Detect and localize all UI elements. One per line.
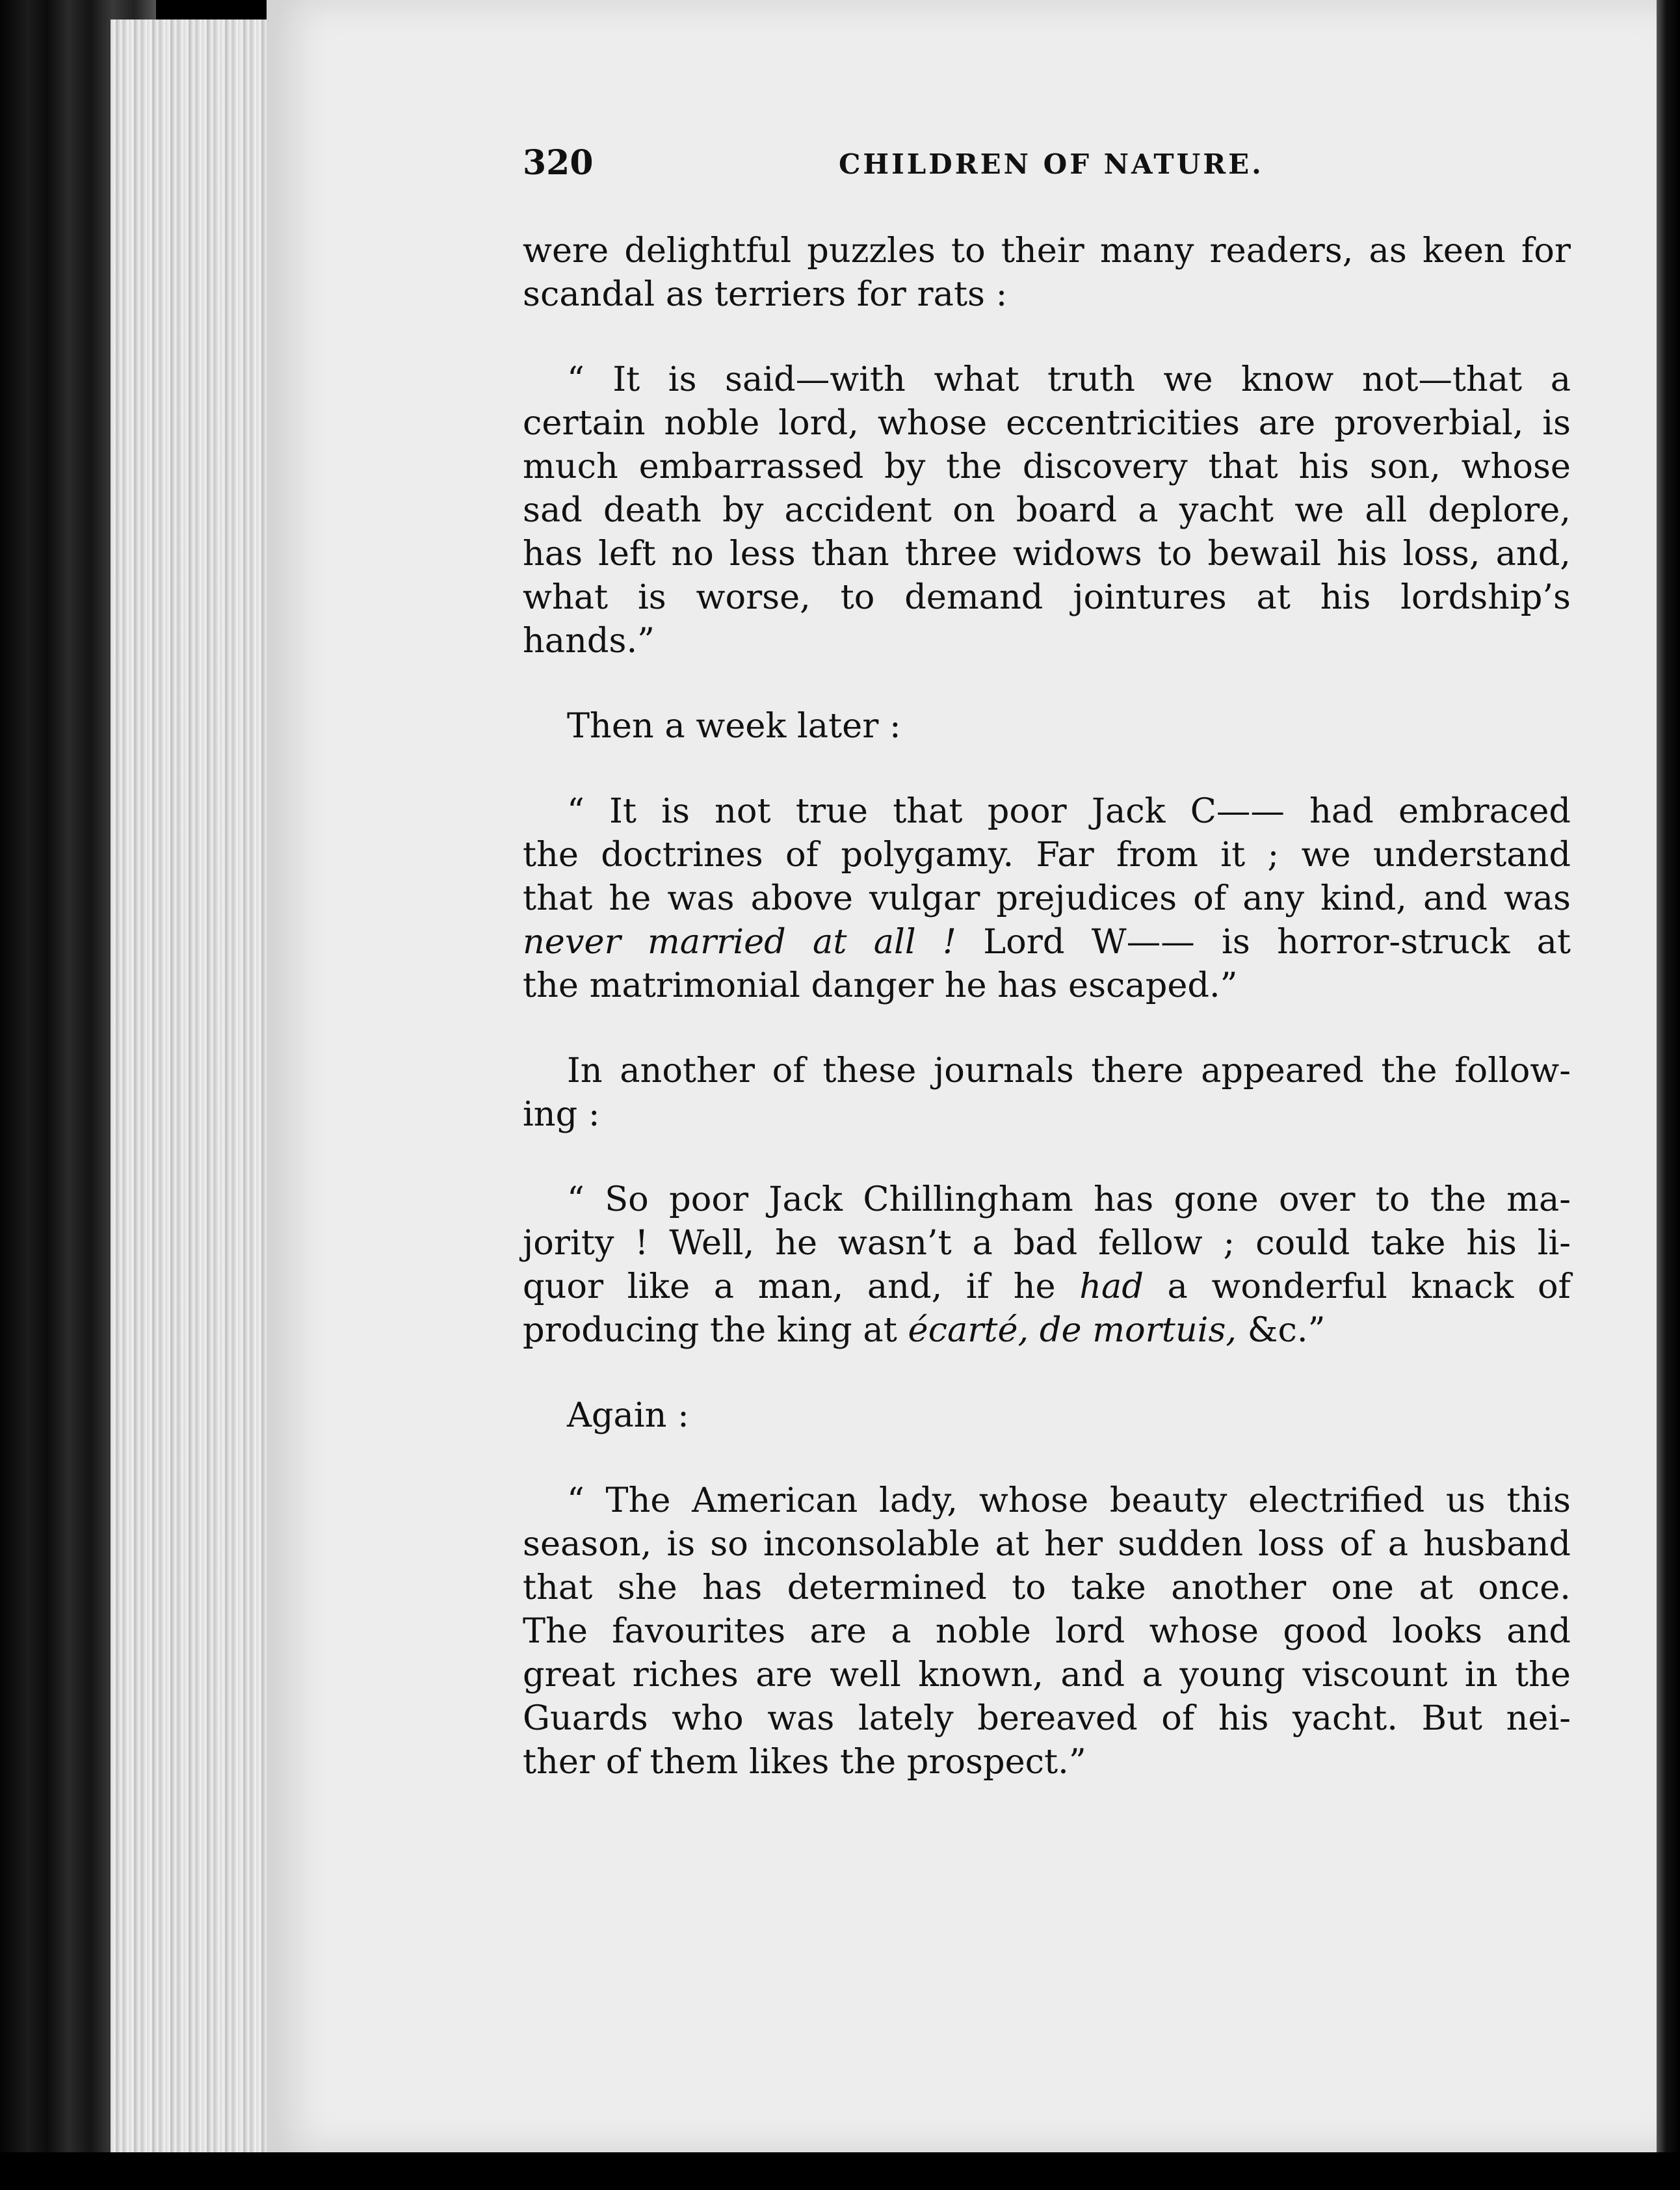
- text-line: great riches are well known, and a young viscount in the: [523, 1655, 1571, 1695]
- italic-text: écarté, de mortuis,: [908, 1310, 1237, 1350]
- text-line: has left no less than three widows to bewail his loss, and,: [523, 534, 1571, 574]
- text-span: quor like a man, and, if he: [523, 1267, 1080, 1306]
- text-span: a wonderful knack of: [1143, 1267, 1571, 1306]
- text-line: “ The American lady, whose beauty electrified us this: [567, 1481, 1571, 1520]
- text-line: In another of these journals there appeared the follow-: [567, 1051, 1571, 1090]
- text-line: [523, 920, 1571, 964]
- paragraph-another: [523, 1049, 1571, 1136]
- text-line: The favourites are a noble lord whose good looks and: [523, 1611, 1571, 1651]
- text-line: “ It is not true that poor Jack C—— had embraced: [567, 791, 1571, 831]
- text-line: the matrimonial danger he has escaped.”: [523, 966, 1238, 1005]
- paragraph-then: [523, 704, 1571, 748]
- text-line: sad death by accident on board a yacht we all deplore,: [523, 490, 1571, 530]
- text-line: the doctrines of polygamy. Far from it ; we understand: [523, 835, 1571, 875]
- bottom-margin-shadow: [0, 2152, 1680, 2190]
- paragraph-intro: [523, 229, 1571, 316]
- text-line: Again :: [567, 1395, 689, 1435]
- text-line: Then a week later :: [567, 706, 901, 746]
- quote-paragraph-3: [523, 1178, 1571, 1352]
- text-line: jority ! Well, he wasn’t a bad fellow ; could take his li-: [523, 1223, 1571, 1263]
- italic-text: never married at all !: [523, 922, 957, 962]
- text-line: season, is so inconsolable at her sudden loss of a husband: [523, 1524, 1571, 1564]
- text-line: [523, 1265, 1571, 1308]
- running-head: [523, 143, 1571, 189]
- text-line: “ It is said—with what truth we know not—that a: [567, 360, 1571, 399]
- paragraph-again: [523, 1393, 1571, 1437]
- text-line: what is worse, to demand jointures at his lordship’s: [523, 577, 1571, 617]
- text-span: Lord W—— is horror-struck at: [956, 922, 1571, 962]
- quote-paragraph-2: [523, 789, 1571, 1007]
- text-line: ing :: [523, 1094, 600, 1134]
- right-margin-shadow: [1657, 0, 1680, 2190]
- quote-paragraph-4: [523, 1479, 1571, 1784]
- text-span: &c.”: [1237, 1310, 1326, 1350]
- text-line: that she has determined to take another one at once.: [523, 1568, 1571, 1607]
- text-line: that he was above vulgar prejudices of any kind, and was: [523, 878, 1571, 918]
- text-line: much embarrassed by the discovery that his son, whose: [523, 447, 1571, 486]
- text-block: [523, 143, 1571, 1784]
- text-line: certain noble lord, whose eccentricities are proverbial, is: [523, 403, 1571, 443]
- text-line: hands.”: [523, 621, 655, 661]
- text-line: Guards who was lately bereaved of his yacht. But nei-: [523, 1698, 1571, 1738]
- italic-text: had: [1079, 1267, 1144, 1306]
- text-line: “ So poor Jack Chillingham has gone over to the ma-: [567, 1180, 1571, 1219]
- text-line: ther of them likes the prospect.”: [523, 1742, 1086, 1782]
- quote-paragraph-1: [523, 358, 1571, 663]
- running-title: CHILDREN OF NATURE.: [839, 148, 1264, 180]
- text-line: [523, 1308, 1571, 1352]
- page-number: 320: [523, 143, 594, 183]
- text-span: producing the king at: [523, 1310, 908, 1350]
- text-line: scandal as terriers for rats :: [523, 274, 1008, 314]
- text-line: were delightful puzzles to their many readers, as keen for: [523, 231, 1571, 270]
